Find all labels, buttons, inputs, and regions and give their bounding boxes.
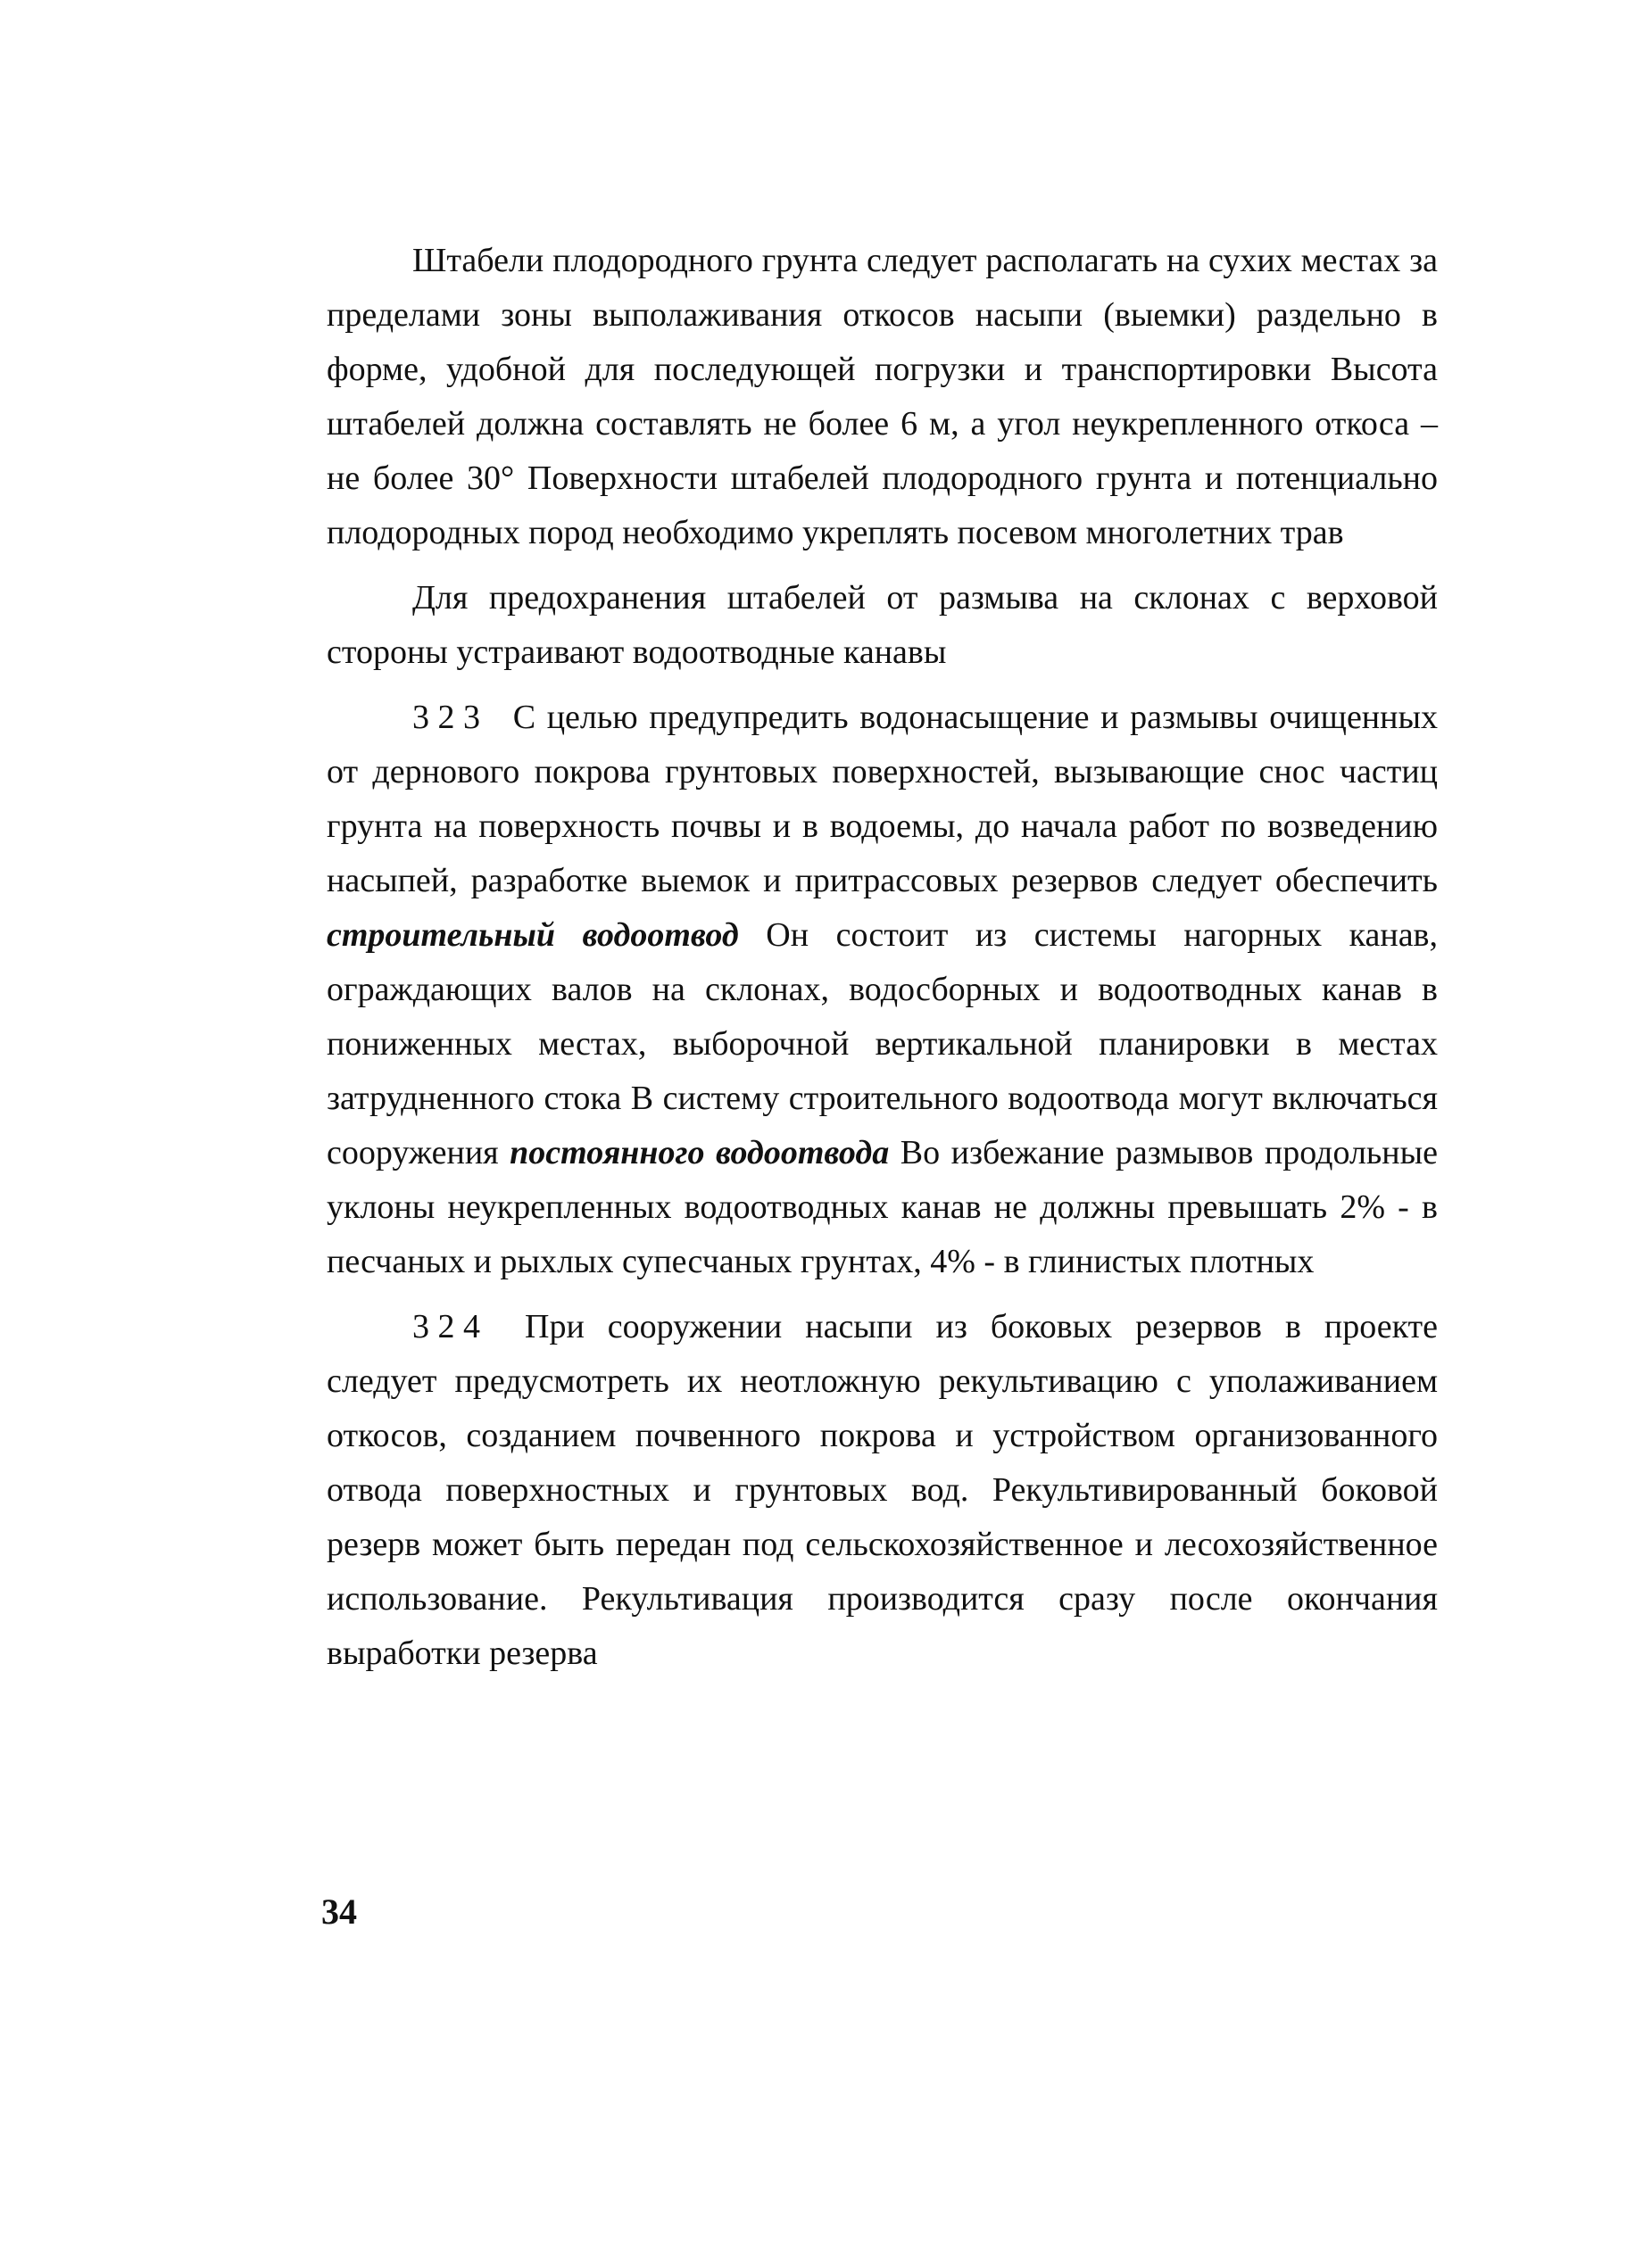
paragraph-ditches-text: Для предохранения штабелей от размыва на склонах с верховой стороны устраивают водоотводные канавы [327,579,1438,671]
emphasized-term: строительный водоотвод [327,916,739,954]
section-text: При сооружении насыпи из боковых резервов в проекте следует предусмотреть их неотложную рекультивацию с уполаживанием откосов, созданием почвенного покрова и устройством организованного отвода поверхностных и грунтовых вод. Рекультивированный боковой резерв может быть передан под сельскохозяйственное и лесохозяйственное использование. Рекультивация производится сразу после окончания выработки резерва [327,1308,1439,1672]
section-3-2-4 [327,1300,1438,1681]
paragraph-stockpiles [327,234,1438,560]
body-text [327,234,1438,1692]
section-number: 3 2 4 [412,1308,480,1345]
paragraph-stockpiles-text: Штабели плодородного грунта следует располагать на сухих местах за пределами зоны выполаживания откосов насыпи (выемки) раздельно в форме, удобной для последующей погрузки и транспортировки Высота штабелей должна составлять не более 6 м, а угол неукрепленного откоса – не более 30° Поверхности штабелей плодородного грунта и потенциально плодородных пород необходимо укреплять посевом многолетних трав [327,242,1438,551]
section-3-2-3 [327,691,1438,1289]
section-text: Во избежание размывов продольные уклоны неукрепленных водоотводных канав не должны превышать 2% - в песчаных и рыхлых супесчаных грунтах, 4% - в глинистых плотных [327,1134,1438,1280]
section-text: Он состоит из системы нагорных канав, ограждающих валов на склонах, водосборных и водоотводных канав в пониженных местах, выборочной вертикальной планировки в местах затрудненного стока В систему строительного водоотвода могут включаться сооружения [327,916,1439,1171]
paragraph-ditches [327,571,1438,680]
emphasized-term: постоянного водоотвода [510,1134,890,1171]
section-text: С целью предупредить водонасыщение и размывы очищенных от дернового покрова грунтовых поверхностей, вызывающие снос частиц грунта на поверхность почвы и в водоемы, до начала работ по возведению насыпей, разработке выемок и притрассовых резервов следует обеспечить [327,699,1439,899]
section-number: 3 2 3 [412,699,480,736]
page-number: 34 [321,1891,357,1932]
